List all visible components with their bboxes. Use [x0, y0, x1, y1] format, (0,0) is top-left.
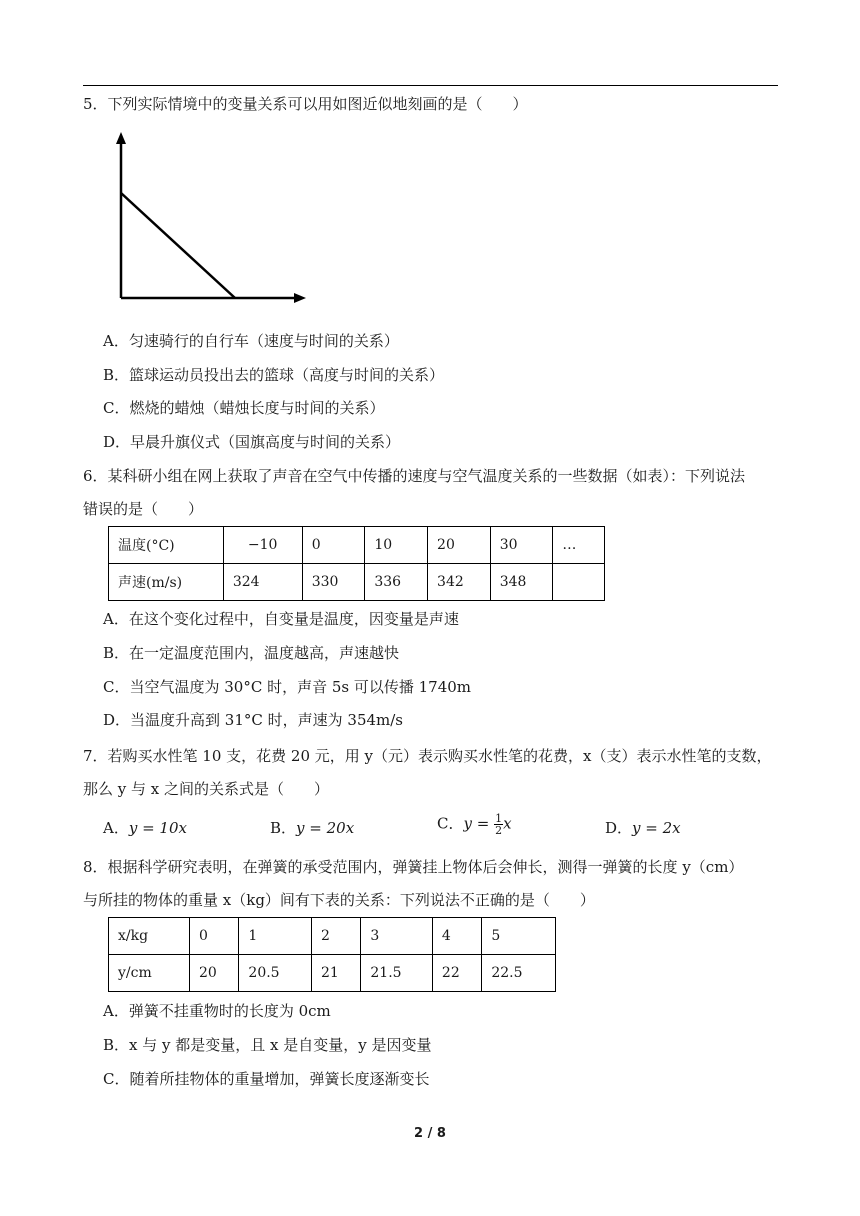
q8-option-a: A．弹簧不挂重物时的长度为 0cm [103, 1002, 331, 1020]
q6-option-d: D．当温度升高到 31°C 时，声速为 354m/s [103, 711, 404, 729]
q8-option-c: C．随着所挂物体的重量增加，弹簧长度逐渐变长 [103, 1070, 430, 1088]
table-cell: 348 [490, 564, 553, 601]
table-cell: 20 [189, 955, 238, 992]
table-cell: 1 [239, 918, 312, 955]
table-cell: 22 [432, 955, 481, 992]
q6-option-c: C．当空气温度为 30°C 时，声音 5s 可以传播 1740m [103, 678, 472, 696]
q6-table [108, 526, 605, 601]
q5-option-c: C．燃烧的蜡烛（蜡烛长度与时间的关系） [103, 399, 385, 417]
table-cell: 4 [432, 918, 481, 955]
table-row [109, 955, 556, 992]
q6-stem-line2: 错误的是（ ） [83, 500, 204, 518]
table-cell: 0 [302, 527, 365, 564]
table-row [109, 918, 556, 955]
table-cell: −10 [223, 527, 302, 564]
q7-option-c: C．y = $\frac{1}{2}$ x [437, 812, 512, 837]
q8-stem-line1: 8．根据科学研究表明，在弹簧的承受范围内，弹簧挂上物体后会伸长，测得一弹簧的长度 y（cm） [83, 858, 744, 876]
q7-stem-line2: 那么 y 与 x 之间的关系式是（ ） [83, 780, 330, 798]
q8-stem-line2: 与所挂的物体的重量 x（kg）间有下表的关系：下列说法不正确的是（ ） [83, 891, 595, 909]
table-cell: 342 [428, 564, 491, 601]
table-cell: 10 [365, 527, 428, 564]
table-cell: 声速(m/s) [109, 564, 224, 601]
table-cell: … [553, 527, 605, 564]
table-cell: 20 [428, 527, 491, 564]
q6-option-b: B．在一定温度范围内，温度越高，声速越快 [103, 644, 400, 662]
q7-option-d: D．y = 2x [605, 819, 681, 837]
table-cell: y/cm [109, 955, 190, 992]
table-cell: 30 [490, 527, 553, 564]
table-cell: 温度(°C) [109, 527, 224, 564]
fraction: $\frac{1}{2}$ [495, 812, 503, 837]
table-cell: 21 [311, 955, 360, 992]
page-number: 2 / 8 [414, 1126, 446, 1141]
q8-option-b: B．x 与 y 都是变量，且 x 是自变量，y 是因变量 [103, 1036, 432, 1054]
table-row [109, 564, 605, 601]
x-axis-arrow-icon [294, 293, 306, 303]
header-rule [83, 85, 778, 86]
q6-stem-line1: 6．某科研小组在网上获取了声音在空气中传播的速度与空气温度关系的一些数据（如表）：下列说法 [83, 467, 746, 485]
q5-option-a: A．匀速骑行的自行车（速度与时间的关系） [103, 332, 399, 350]
q5-stem: 5．下列实际情境中的变量关系可以用如图近似地刻画的是（ ） [83, 95, 528, 113]
table-cell: x/kg [109, 918, 190, 955]
q5-option-d: D．早晨升旗仪式（国旗高度与时间的关系） [103, 433, 401, 451]
decreasing-line [121, 193, 235, 298]
q5-graph [108, 128, 314, 310]
table-cell: 0 [189, 918, 238, 955]
q6-option-a: A．在这个变化过程中，自变量是温度，因变量是声速 [103, 610, 459, 628]
table-cell: 330 [302, 564, 365, 601]
table-cell: 324 [223, 564, 302, 601]
q7-stem-line1: 7．若购买水性笔 10 支，花费 20 元，用 y（元）表示购买水性笔的花费，x（支）表示水性笔的支数， [83, 747, 772, 765]
q5-option-b: B．篮球运动员投出去的篮球（高度与时间的关系） [103, 366, 445, 384]
table-cell: 20.5 [239, 955, 312, 992]
q7-option-b: B．y = 20x [270, 819, 355, 837]
y-axis-arrow-icon [116, 132, 126, 144]
q8-table [108, 917, 556, 992]
table-cell: 5 [482, 918, 556, 955]
table-cell: 22.5 [482, 955, 556, 992]
table-cell [553, 564, 605, 601]
table-cell: 2 [311, 918, 360, 955]
table-cell: 21.5 [361, 955, 433, 992]
table-cell: 336 [365, 564, 428, 601]
table-row [109, 527, 605, 564]
q7-option-a: A．y = 10x [103, 819, 187, 837]
table-cell: 3 [361, 918, 433, 955]
